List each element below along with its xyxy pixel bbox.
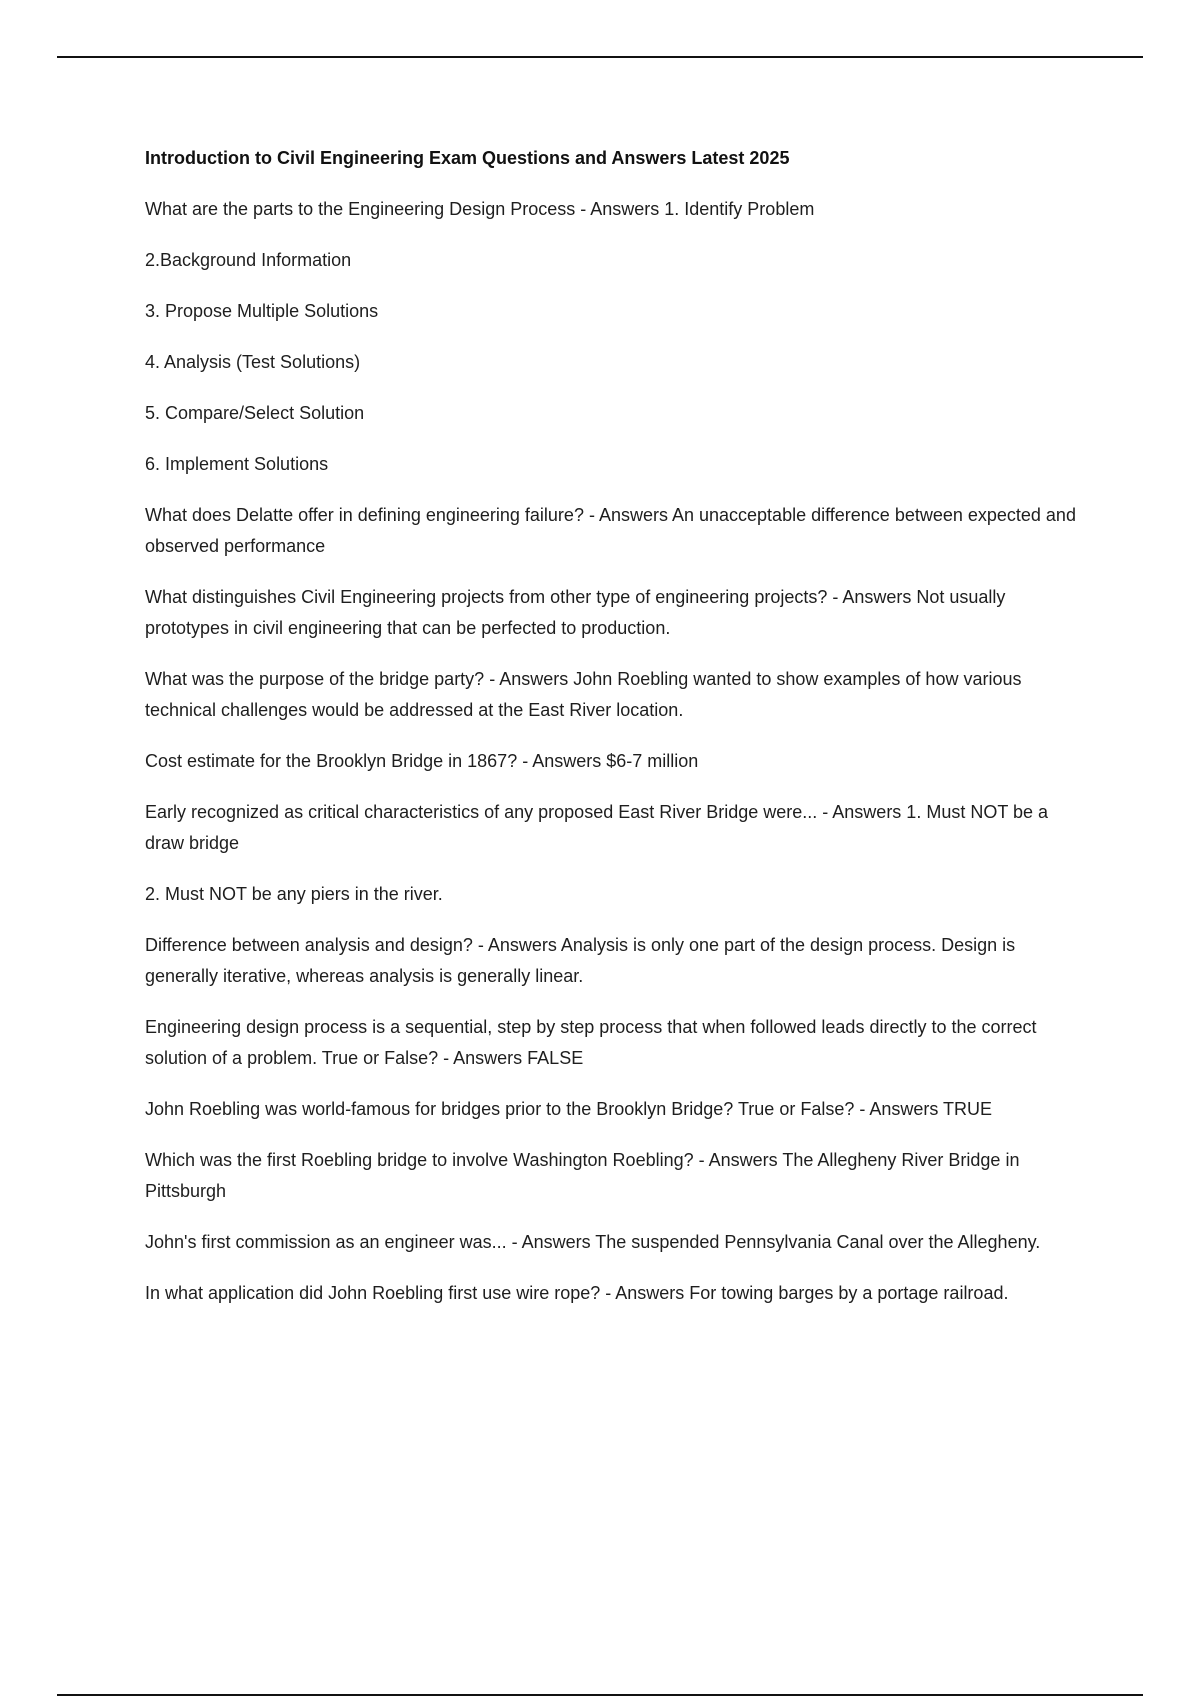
- qa-paragraph: 2. Must NOT be any piers in the river.: [145, 884, 443, 904]
- qa-paragraph: Which was the first Roebling bridge to involve Washington Roebling? - Answers The Allegheny River Bridge in Pittsburgh: [145, 1150, 1020, 1201]
- qa-paragraph: In what application did John Roebling first use wire rope? - Answers For towing barges by a portage railroad.: [145, 1283, 1009, 1303]
- qa-paragraph: Cost estimate for the Brooklyn Bridge in 1867? - Answers $6-7 million: [145, 751, 699, 771]
- qa-paragraph: 6. Implement Solutions: [145, 454, 329, 474]
- qa-paragraph: Difference between analysis and design? - Answers Analysis is only one part of the design process. Design is generally iterative, whereas analysis is generally linear.: [145, 935, 1016, 986]
- qa-paragraph: John Roebling was world-famous for bridges prior to the Brooklyn Bridge? True or False? - Answers TRUE: [145, 1099, 993, 1119]
- qa-paragraph: What distinguishes Civil Engineering projects from other type of engineering projects? - Answers Not usually prototypes in civil engineering that can be perfected to production.: [145, 587, 1006, 638]
- qa-paragraph: Engineering design process is a sequential, step by step process that when followed leads directly to the correct solution of a problem. True or False? - Answers FALSE: [145, 1017, 1037, 1068]
- qa-paragraph: John's first commission as an engineer was... - Answers The suspended Pennsylvania Canal over the Allegheny.: [145, 1232, 1041, 1252]
- footer-rule: [57, 1694, 1143, 1696]
- qa-paragraph: 3. Propose Multiple Solutions: [145, 301, 379, 321]
- qa-paragraph: 2.Background Information: [145, 250, 352, 270]
- document-body: [145, 143, 1090, 1329]
- document-title: Introduction to Civil Engineering Exam Questions and Answers Latest 2025: [145, 148, 790, 168]
- qa-paragraph: What are the parts to the Engineering Design Process - Answers 1. Identify Problem: [145, 199, 815, 219]
- qa-paragraph: Early recognized as critical characteristics of any proposed East River Bridge were... - Answers 1. Must NOT be a draw bridge: [145, 802, 1049, 853]
- qa-paragraph: What does Delatte offer in defining engineering failure? - Answers An unacceptable difference between expected and observed performance: [145, 505, 1076, 556]
- qa-paragraph: 4. Analysis (Test Solutions): [145, 352, 361, 372]
- qa-paragraph: What was the purpose of the bridge party? - Answers John Roebling wanted to show examples of how various technical challenges would be addressed at the East River location.: [145, 669, 1022, 720]
- header-rule: [57, 56, 1143, 58]
- qa-paragraph: 5. Compare/Select Solution: [145, 403, 365, 423]
